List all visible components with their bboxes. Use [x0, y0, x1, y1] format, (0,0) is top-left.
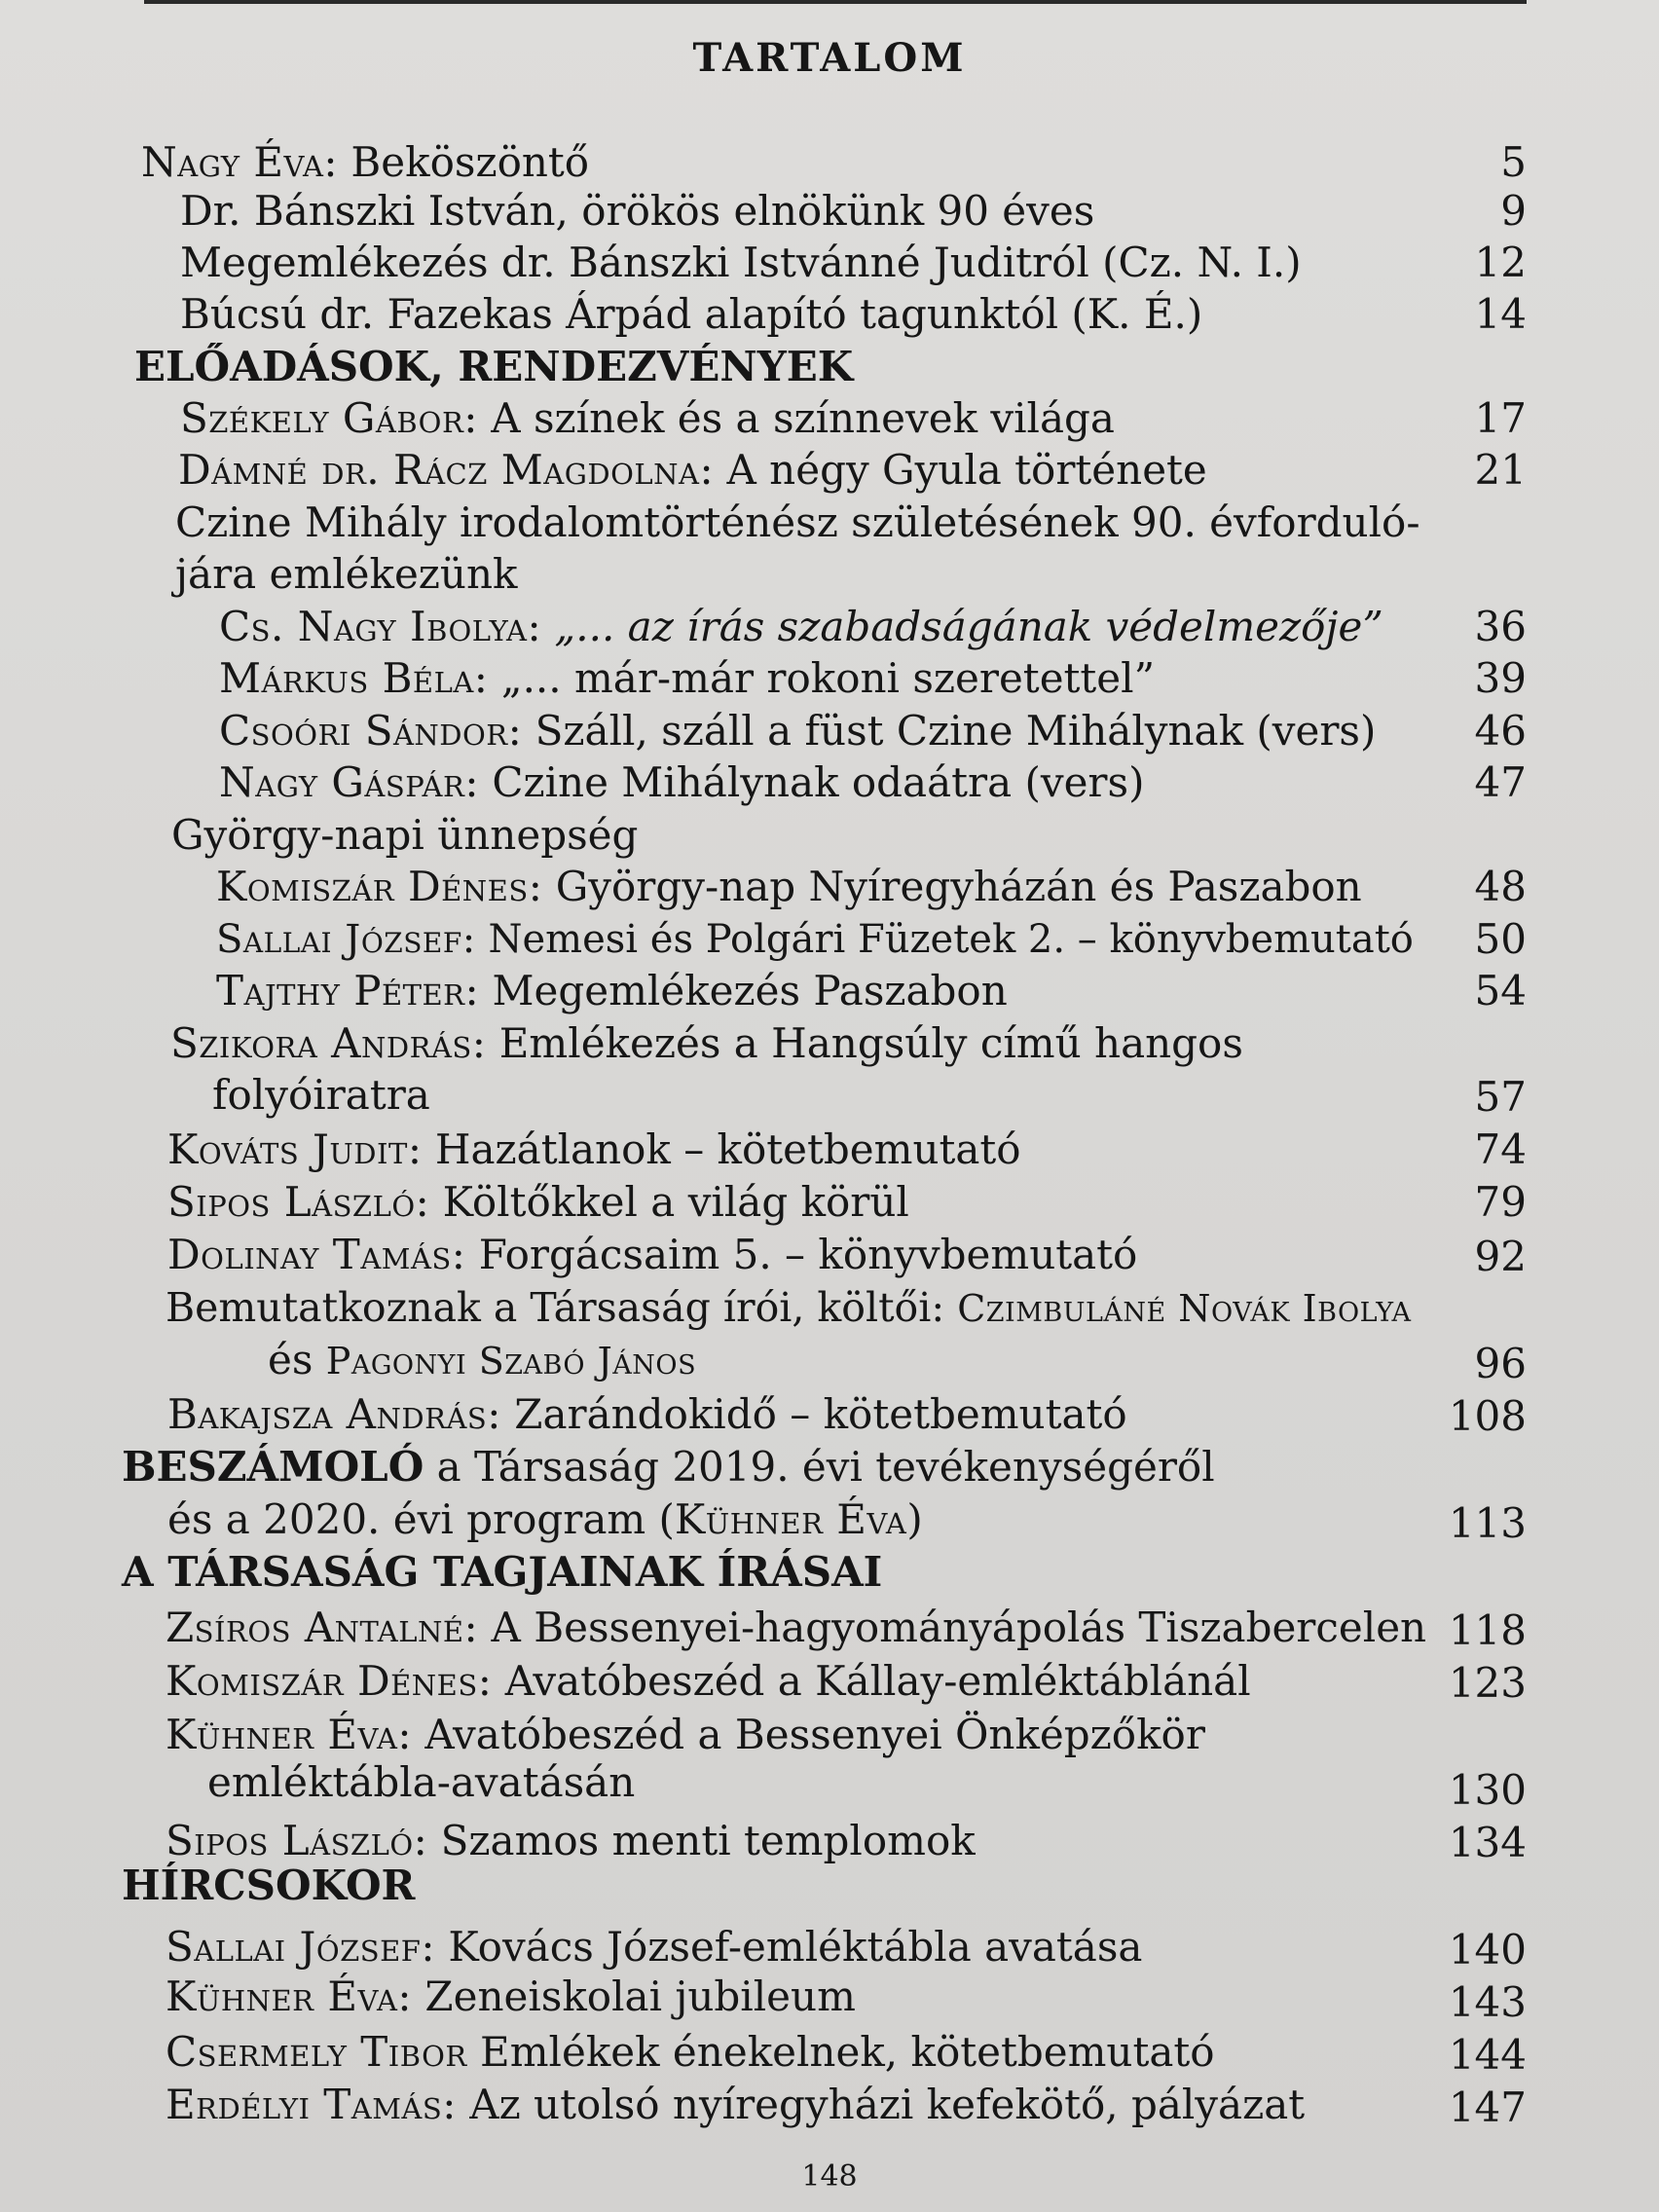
entry-title: Emlékezés a Hangsúly című hangos: [486, 1019, 1243, 1067]
toc-entry: [167, 1176, 909, 1229]
entry-title: Zarándokidő – kötetbemutató: [500, 1390, 1127, 1438]
entry-author: Komiszár Dénes:: [216, 863, 543, 910]
entry-page: 79: [1474, 1178, 1527, 1226]
toc-entry: [207, 1756, 635, 1809]
section-heading: BESZÁMOLÓ: [122, 1443, 424, 1491]
toc-entry: [180, 185, 1094, 238]
entry-title: Bemutatkoznak a Társaság írói, költői:: [166, 1284, 958, 1331]
toc-entry: [166, 1709, 1205, 1761]
toc-entry: [166, 1921, 1142, 1973]
entry-title: Kovács József-emléktábla avatása: [435, 1923, 1143, 1971]
toc-entry: [166, 2026, 1215, 2079]
entry-title: Az utolsó nyíregyházi kefekötő, pályázat: [456, 2081, 1306, 2128]
entry-title: „... az írás szabadságának védelmezője”: [541, 603, 1383, 650]
entry-title: Emlékek énekelnek, kötetbemutató: [466, 2028, 1215, 2076]
entry-title: Szamos menti templomok: [427, 1817, 976, 1864]
entry-page: 74: [1474, 1125, 1527, 1173]
entry-author: Nagy Gáspár:: [219, 758, 479, 806]
entry-page: 46: [1474, 707, 1527, 755]
toc-entry: [170, 1017, 1243, 1070]
toc-entry: [166, 1281, 1412, 1334]
toc-entry: [212, 1069, 430, 1122]
entry-page: 50: [1474, 915, 1527, 963]
entry-page: 147: [1448, 2083, 1527, 2131]
entry-author: Sallai József:: [166, 1923, 436, 1971]
entry-title: folyóiratra: [212, 1071, 430, 1119]
entry-author: Dolinay Tamás:: [167, 1231, 466, 1278]
section-heading: A TÁRSASÁG TAGJAINAK ÍRÁSAI: [122, 1548, 883, 1596]
toc-entry: [219, 705, 1376, 757]
entry-author: Kühner Éva:: [166, 1711, 413, 1758]
toc-entry: [167, 1493, 923, 1546]
entry-page: 144: [1448, 2031, 1527, 2079]
entry-author: Sallai József:: [216, 917, 476, 962]
entry-page: 108: [1448, 1392, 1527, 1440]
entry-page: 14: [1474, 290, 1527, 338]
entry-author: Kühner Éva: [674, 1495, 907, 1543]
toc-entry: [166, 1655, 1251, 1708]
entry-page: 48: [1474, 863, 1527, 910]
entry-title: Költőkkel a világ körül: [429, 1178, 909, 1226]
entry-page: 36: [1474, 603, 1527, 650]
entry-title: Beköszöntő: [338, 138, 590, 186]
entry-page: 113: [1448, 1499, 1527, 1547]
toc-entry: [166, 1602, 1426, 1654]
toc-entry: [166, 1971, 856, 2023]
toc-entry: [219, 601, 1383, 653]
entry-author: Sipos László:: [166, 1817, 428, 1864]
entry-page: 92: [1474, 1233, 1527, 1280]
toc-entry: [167, 1388, 1127, 1441]
toc-entry: [180, 237, 1302, 289]
toc-entry: [175, 548, 517, 601]
entry-page: 47: [1474, 758, 1527, 806]
section-heading: HÍRCSOKOR: [122, 1862, 416, 1909]
entry-title: A négy Gyula története: [714, 446, 1207, 494]
entry-title: Nemesi és Polgári Füzetek 2. – könyvbemutató: [475, 917, 1414, 962]
entry-author: Sipos László:: [167, 1178, 430, 1226]
entry-author: Erdélyi Tamás:: [166, 2081, 457, 2128]
entry-author: Kühner Éva:: [166, 1972, 413, 2020]
entry-page: 140: [1448, 1926, 1527, 1973]
page-heading: TARTALOM: [692, 35, 967, 81]
toc-entry: [171, 809, 638, 862]
entry-title: Megemlékezés dr. Bánszki Istvánné Juditról (Cz. N. I.): [180, 239, 1302, 286]
entry-page: 9: [1500, 187, 1527, 235]
entry-author: Kováts Judit:: [167, 1125, 423, 1173]
toc-entry: [219, 652, 1155, 705]
entry-title: Búcsú dr. Fazekas Árpád alapító tagunktól (K. É.): [180, 290, 1203, 338]
entry-page: 134: [1448, 1819, 1527, 1866]
entry-title: a Társaság 2019. évi tevékenységéről: [424, 1443, 1215, 1491]
entry-page: 57: [1474, 1073, 1527, 1121]
toc-entry: [141, 136, 589, 189]
entry-page: 5: [1500, 138, 1527, 186]
toc-entry: [180, 392, 1115, 445]
toc-entry: [180, 288, 1202, 341]
entry-page: 21: [1474, 446, 1527, 494]
toc-entry: [166, 2079, 1305, 2131]
entry-suffix: ): [906, 1495, 923, 1543]
toc-entry: [216, 965, 1008, 1017]
entry-author: Cs. Nagy Ibolya:: [219, 603, 542, 650]
entry-title: György-napi ünnepség: [171, 811, 639, 859]
entry-author: Szikora András:: [170, 1019, 487, 1067]
entry-author: Márkus Béla:: [219, 654, 489, 702]
entry-author: Czimbuláné Novák Ibolya: [957, 1287, 1412, 1330]
entry-title: Megemlékezés Paszabon: [479, 967, 1008, 1014]
toc-entry: [175, 497, 1420, 549]
entry-author: Tajthy Péter:: [216, 967, 480, 1014]
entry-title: Avatóbeszéd a Bessenyei Önképzőkör: [412, 1711, 1205, 1758]
entry-title: Hazátlanok – kötetbemutató: [422, 1125, 1021, 1173]
entry-page: 39: [1474, 654, 1527, 702]
entry-page: 118: [1448, 1606, 1527, 1654]
toc-entry: [216, 861, 1362, 913]
entry-title: és a 2020. évi program (: [167, 1495, 675, 1543]
entry-page: 130: [1448, 1766, 1527, 1814]
entry-author: Bakajsza András:: [167, 1390, 501, 1438]
entry-title: Czine Mihálynak odaátra (vers): [478, 758, 1145, 806]
entry-title: Dr. Bánszki István, örökös elnökünk 90 éves: [180, 187, 1095, 235]
toc-entry: [167, 1124, 1021, 1176]
entry-title: jára emlékezünk: [175, 550, 518, 598]
entry-author: Csermely Tibor: [166, 2028, 467, 2076]
entry-author: Nagy Éva:: [141, 138, 339, 186]
entry-title: Zeneiskolai jubileum: [412, 1972, 856, 2020]
entry-author: Komiszár Dénes:: [166, 1657, 493, 1705]
entry-page: 17: [1474, 394, 1527, 442]
toc-entry: [178, 444, 1207, 497]
entry-page: 96: [1474, 1340, 1527, 1387]
entry-title: Avatóbeszéd a Kállay-emléktáblánál: [492, 1657, 1251, 1705]
entry-title: Forgácsaim 5. – könyvbemutató: [465, 1231, 1138, 1278]
toc-entry: [219, 756, 1144, 809]
entry-author: Zsíros Antalné:: [166, 1604, 479, 1651]
toc-entry: [122, 1441, 1215, 1493]
entry-title: és: [268, 1336, 326, 1383]
entry-title: A Bessenyei-hagyományápolás Tiszabercelen: [478, 1604, 1427, 1651]
toc-entry: [167, 1229, 1137, 1281]
entry-author: Csoóri Sándor:: [219, 707, 523, 755]
entry-page: 143: [1448, 1978, 1527, 2026]
entry-page: 12: [1474, 239, 1527, 286]
entry-title: Czine Mihály irodalomtörténész születésének 90. évforduló-: [175, 498, 1420, 546]
entry-author: Székely Gábor:: [180, 394, 478, 442]
entry-title: A színek és a színnevek világa: [477, 394, 1115, 442]
entry-title: „... már-már rokoni szeretettel”: [488, 654, 1156, 702]
entry-title: Száll, száll a füst Czine Mihálynak (vers): [522, 707, 1377, 755]
entry-author: Pagonyi Szabó János: [325, 1340, 697, 1382]
entry-title: György-nap Nyíregyházán és Paszabon: [542, 863, 1362, 910]
entry-title: emléktábla-avatásán: [207, 1758, 636, 1806]
toc-entry: [268, 1334, 696, 1386]
toc-entry: [216, 913, 1414, 966]
section-heading: ELŐADÁSOK, RENDEZVÉNYEK: [134, 343, 854, 390]
entry-author: Dámné dr. Rácz Magdolna:: [178, 446, 715, 494]
page-number: 148: [801, 2159, 858, 2194]
entry-page: 123: [1448, 1659, 1527, 1707]
entry-page: 54: [1474, 967, 1527, 1014]
